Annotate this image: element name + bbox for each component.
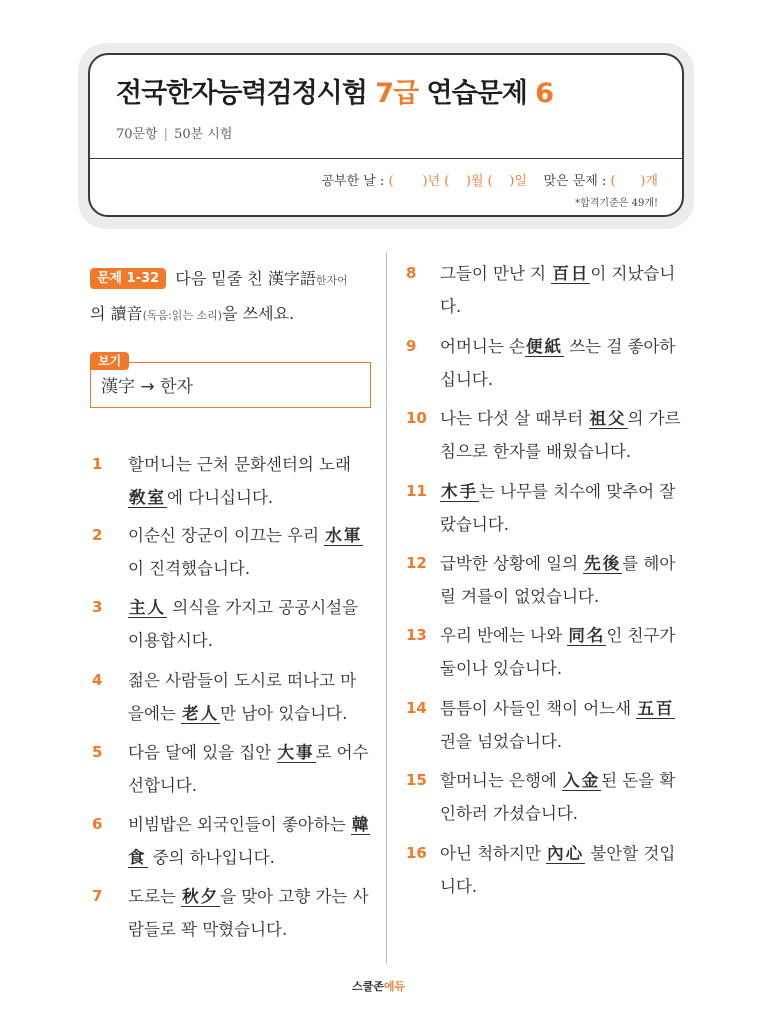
- question-item: 6 비빔밥은 외국인들이 좋아하는 韓食 중의 하나입니다.: [92, 808, 372, 874]
- score-label: 맞은 문제 :: [543, 174, 607, 189]
- question-number: 8: [406, 264, 417, 282]
- target-hanja: 先後: [584, 554, 622, 573]
- question-item: 1 할머니는 근처 문화센터의 노래 敎室에 다니십니다.: [92, 448, 372, 514]
- question-item: 9 어머니는 손便紙 쓰는 걸 좋아하십니다.: [406, 330, 688, 396]
- question-number: 7: [92, 887, 103, 905]
- target-hanja: 水軍: [325, 526, 363, 545]
- question-range-badge: 문제 1-32: [90, 268, 166, 289]
- question-item: 14 틈틈이 사들인 책이 어느새 五百 권을 넘었습니다.: [406, 692, 688, 758]
- question-number: 15: [406, 771, 427, 789]
- target-hanja: 主人: [129, 598, 166, 617]
- target-hanja: 大事: [277, 743, 315, 762]
- question-number: 13: [406, 626, 427, 644]
- target-hanja: 祖父: [589, 409, 627, 428]
- question-number: 1: [92, 455, 103, 473]
- example-arrow: →: [135, 377, 161, 397]
- question-item: 8 그들이 만난 지 百日이 지났습니다.: [406, 257, 688, 323]
- example-hanja: 漢字: [101, 377, 135, 397]
- example-answer: 한자: [160, 377, 193, 397]
- pass-criteria-note: *합격기준은 49개!: [575, 198, 658, 209]
- target-hanja: 木手: [441, 482, 478, 501]
- target-hanja: 入金: [563, 771, 601, 790]
- target-hanja: 內心: [547, 844, 585, 863]
- question-number: 10: [406, 409, 427, 427]
- target-hanja: 秋夕: [182, 887, 220, 906]
- target-hanja: 敎室: [129, 488, 166, 507]
- instruction: 문제 1-32 다음 밑줄 친 漢字語한자어 의 讀音(독음:읽는 소리)을 쓰세요.: [90, 269, 348, 323]
- question-item: 7 도로는 秋夕을 맞아 고향 가는 사람들로 꽉 막혔습니다.: [92, 880, 372, 946]
- test-time: 50분 시험: [174, 127, 233, 142]
- test-meta: [116, 123, 232, 142]
- question-number: 16: [406, 844, 427, 862]
- question-number: 2: [92, 526, 103, 544]
- question-item: 11 木手는 나무를 치수에 맞추어 잘랐습니다.: [406, 475, 688, 541]
- target-hanja: 老人: [182, 704, 220, 723]
- question-item: 16 아닌 척하지만 內心 불안할 것입니다.: [406, 837, 688, 903]
- question-number: 14: [406, 699, 427, 717]
- question-item: 15 할머니는 은행에 入金된 돈을 확인하러 가셨습니다.: [406, 764, 688, 830]
- question-number: 5: [92, 743, 103, 761]
- page-title: 전국한자능력검정시험 7급 연습문제 6: [116, 78, 554, 109]
- target-hanja: 五百: [637, 699, 675, 718]
- question-number: 4: [92, 671, 103, 689]
- question-number: 9: [406, 337, 417, 355]
- card-divider: [90, 158, 682, 159]
- target-hanja: 韓食: [128, 815, 371, 867]
- question-number: 11: [406, 482, 427, 500]
- question-item: 13 우리 반에는 나와 同名인 친구가 둘이나 있습니다.: [406, 619, 688, 685]
- question-count: 70문항: [116, 127, 158, 142]
- publisher-logo: 스쿨존에듀: [352, 980, 406, 993]
- target-hanja: 百日: [552, 264, 590, 283]
- question-number: 3: [92, 598, 103, 616]
- question-item: 3 主人 의식을 가지고 공공시설을 이용합시다.: [92, 591, 372, 657]
- meta-separator: |: [163, 127, 169, 142]
- question-item: 5 다음 달에 있을 집안 大事로 어수선합니다.: [92, 736, 372, 802]
- question-item: 12 급박한 상황에 일의 先後를 헤아릴 겨를이 없었습니다.: [406, 547, 688, 613]
- target-hanja: 同名: [568, 626, 606, 645]
- header-card: [88, 53, 684, 217]
- question-item: 10 나는 다섯 살 때부터 祖父의 가르침으로 한자를 배웠습니다.: [406, 402, 688, 468]
- example-box: [90, 362, 371, 408]
- question-number: 6: [92, 815, 103, 833]
- question-number: 12: [406, 554, 427, 572]
- level-label: 7급: [375, 78, 419, 109]
- set-number: 6: [535, 78, 554, 109]
- column-divider: [386, 252, 387, 964]
- question-item: 2 이순신 장군이 이끄는 우리 水軍이 진격했습니다.: [92, 519, 372, 585]
- question-item: 4 젊은 사람들이 도시로 떠나고 마을에는 老人만 남아 있습니다.: [92, 664, 372, 730]
- target-hanja: 便紙: [525, 337, 563, 356]
- study-date-line: 공부한 날 : ( )년 ( )월 ( )일 맞은 문제 : ( )개: [321, 174, 658, 189]
- example-label: 보기: [90, 352, 129, 370]
